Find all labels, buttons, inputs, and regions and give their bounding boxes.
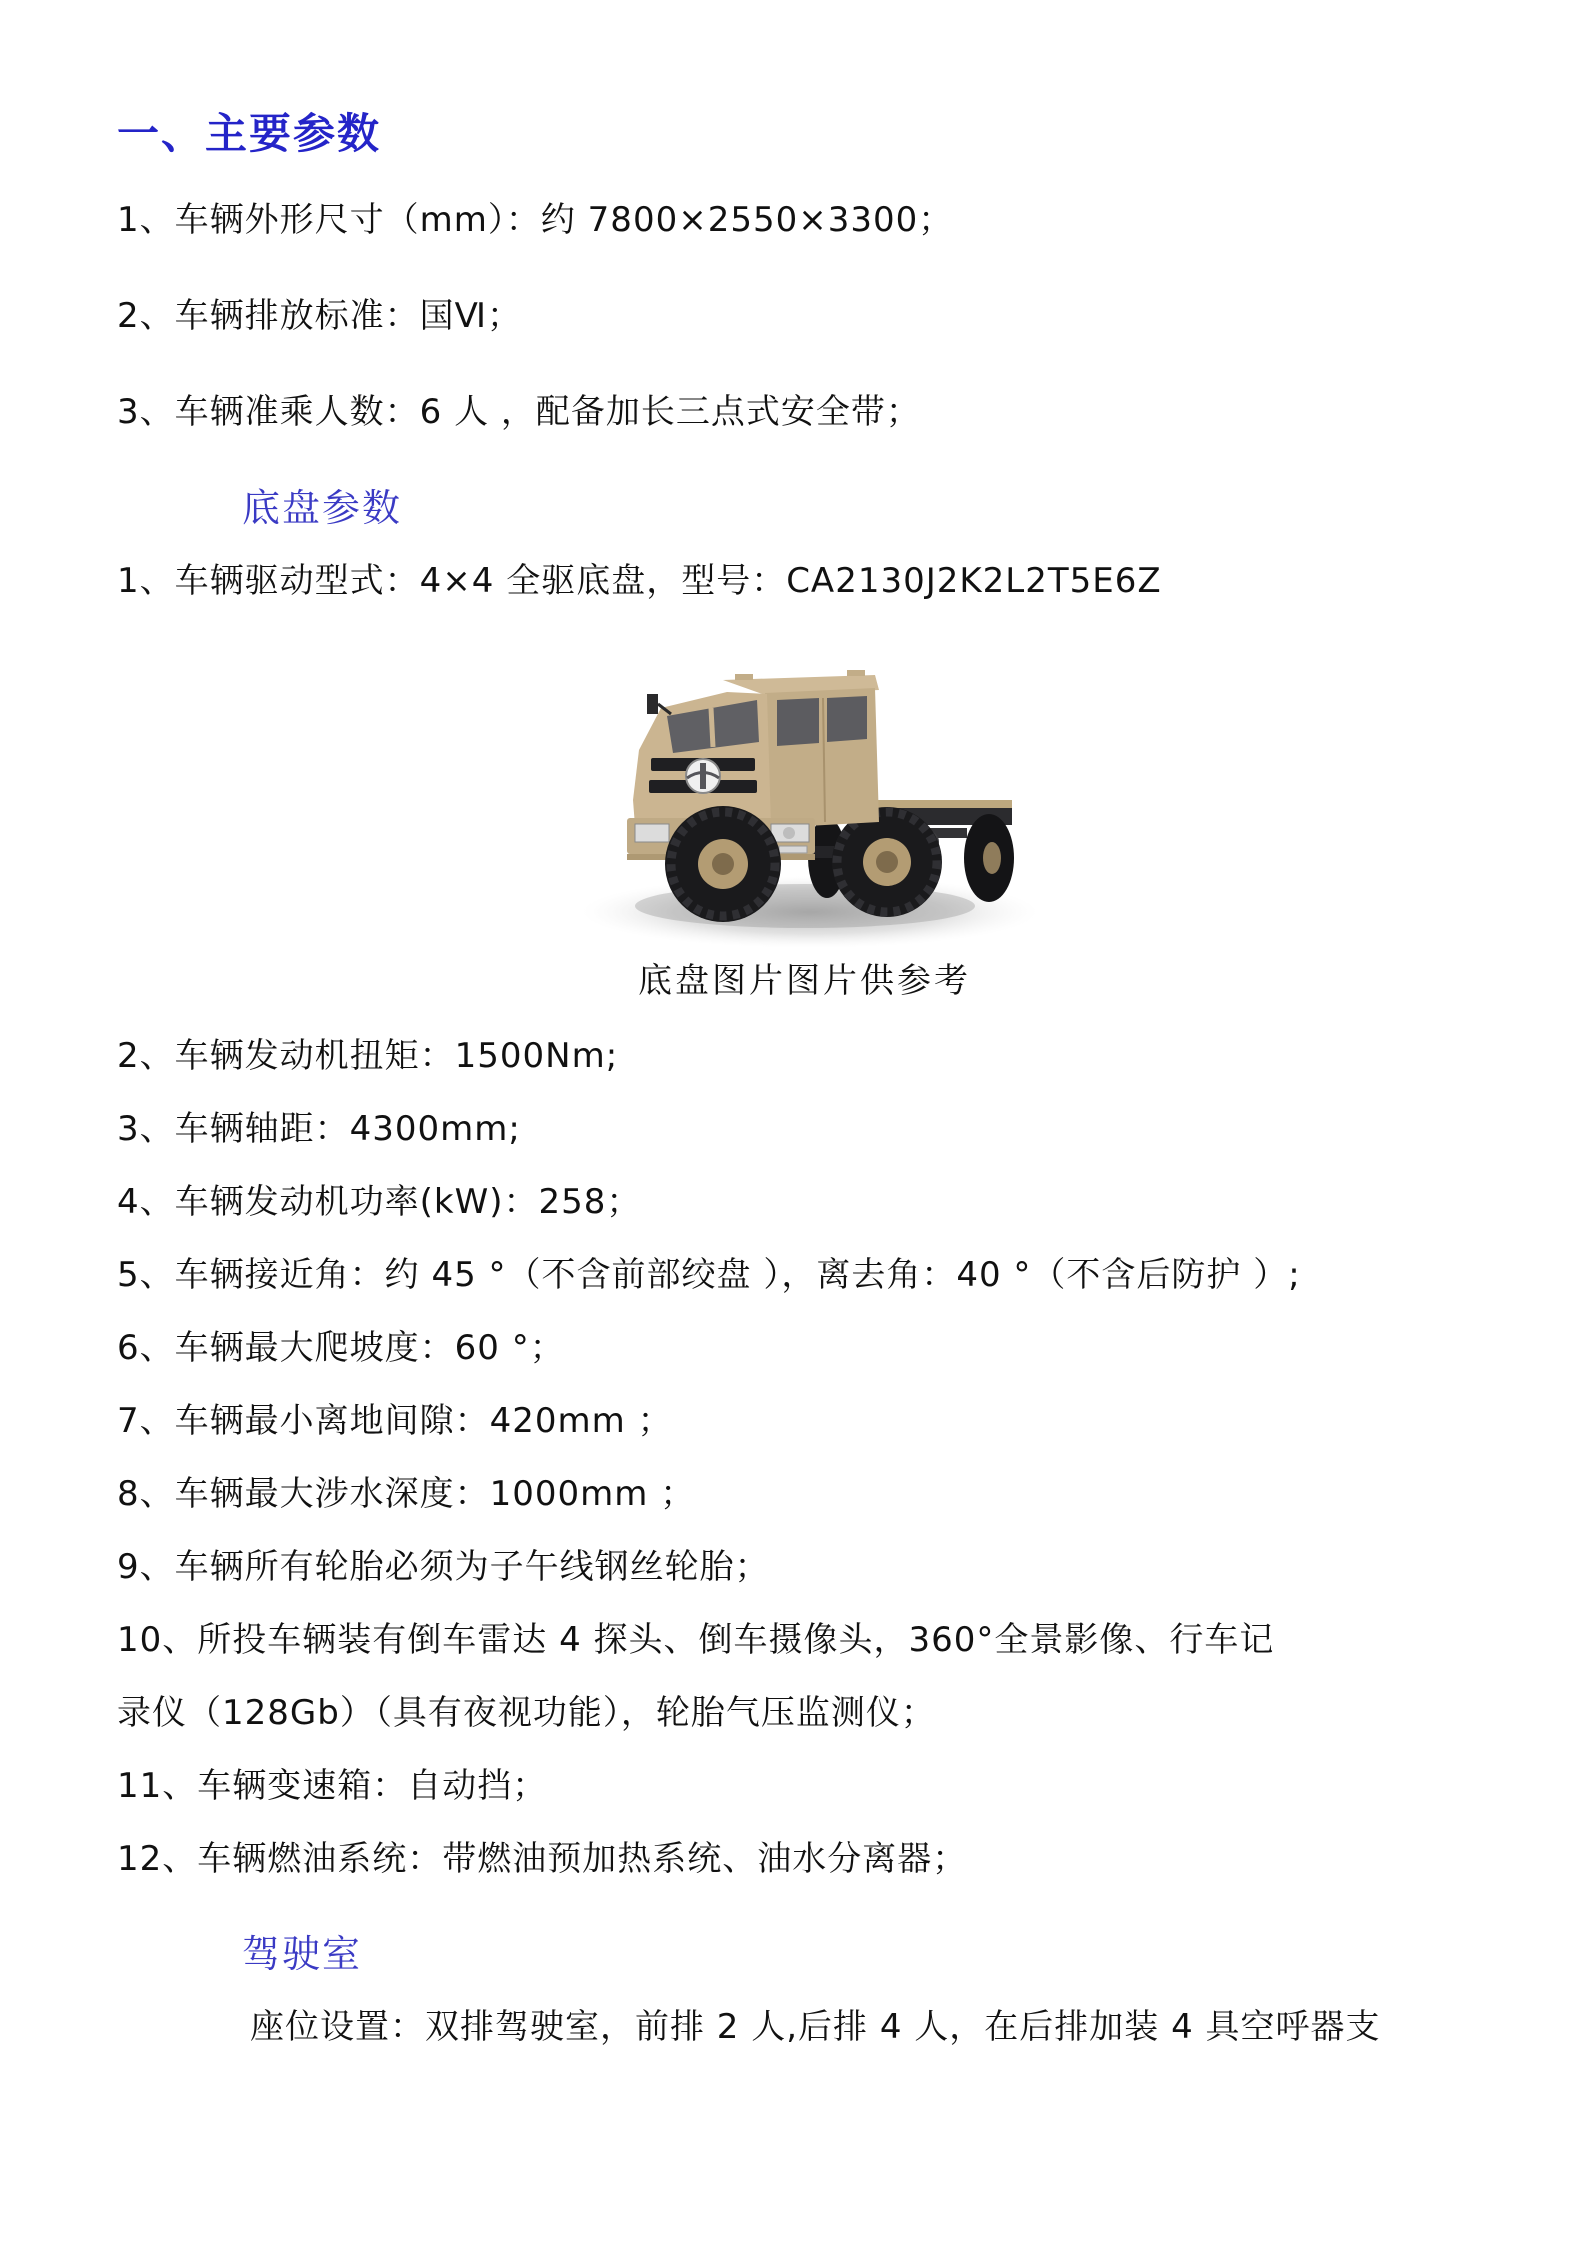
chassis-subheading: 底盘参数 bbox=[242, 486, 403, 530]
spec-item-angles: 5、车辆接近角：约 45 °（不含前部绞盘 ），离去角：40 °（不含后防护 ）; bbox=[117, 1255, 1301, 1295]
spec-item-torque: 2、车辆发动机扭矩：1500Nm; bbox=[117, 1036, 619, 1076]
spec-item-seating: 3、车辆准乘人数：6 人 ，配备加长三点式安全带； bbox=[117, 392, 921, 432]
spec-item-wading-depth: 8、车辆最大涉水深度：1000mm ； bbox=[117, 1474, 696, 1514]
spec-item-emission: 2、车辆排放标准：国Ⅵ； bbox=[117, 296, 522, 336]
spec-item-fuel-system: 12、车辆燃油系统：带燃油预加热系统、油水分离器； bbox=[117, 1839, 968, 1879]
chassis-photo bbox=[575, 650, 1035, 950]
spec-item-tires: 9、车辆所有轮胎必须为子午线钢丝轮胎； bbox=[117, 1547, 770, 1587]
image-caption: 底盘图片图片供参考 bbox=[638, 961, 971, 1001]
side-window-rear bbox=[827, 696, 867, 742]
spec-item-power: 4、车辆发动机功率(kW)：258； bbox=[117, 1182, 642, 1222]
side-window-front bbox=[777, 698, 819, 746]
spec-item-dimensions: 1、车辆外形尺寸（mm）：约 7800×2550×3300； bbox=[117, 200, 954, 240]
spec-item-ground-clearance: 7、车辆最小离地间隙：420mm ； bbox=[117, 1401, 673, 1441]
chassis-figure bbox=[575, 650, 1035, 1004]
spec-item-wheelbase: 3、车辆轴距：4300mm; bbox=[117, 1109, 521, 1149]
cab-subheading: 驾驶室 bbox=[242, 1932, 363, 1976]
spec-item-gearbox: 11、车辆变速箱：自动挡； bbox=[117, 1766, 548, 1806]
section-heading: 一、主要参数 bbox=[117, 109, 382, 158]
front-wheel bbox=[665, 806, 781, 922]
mirror bbox=[647, 694, 658, 714]
headlight-left bbox=[635, 824, 669, 842]
spec-item-gradeability: 6、车辆最大爬坡度：60 °； bbox=[117, 1328, 565, 1368]
cab-seating-paragraph: 座位设置：双排驾驶室，前排 2 人,后排 4 人，在后排加装 4 具空呼器支 bbox=[250, 2007, 1381, 2047]
faw-logo bbox=[686, 759, 720, 793]
spec-item-cameras: 10、所投车辆装有倒车雷达 4 探头、倒车摄像头，360°全景影像、行车记录仪（128Gb）（具有夜视功能），轮胎气压监测仪； bbox=[117, 1620, 1275, 1733]
spec-item-drive-type: 1、车辆驱动型式：4×4 全驱底盘，型号：CA2130J2K2L2T5E6Z bbox=[117, 561, 1162, 601]
